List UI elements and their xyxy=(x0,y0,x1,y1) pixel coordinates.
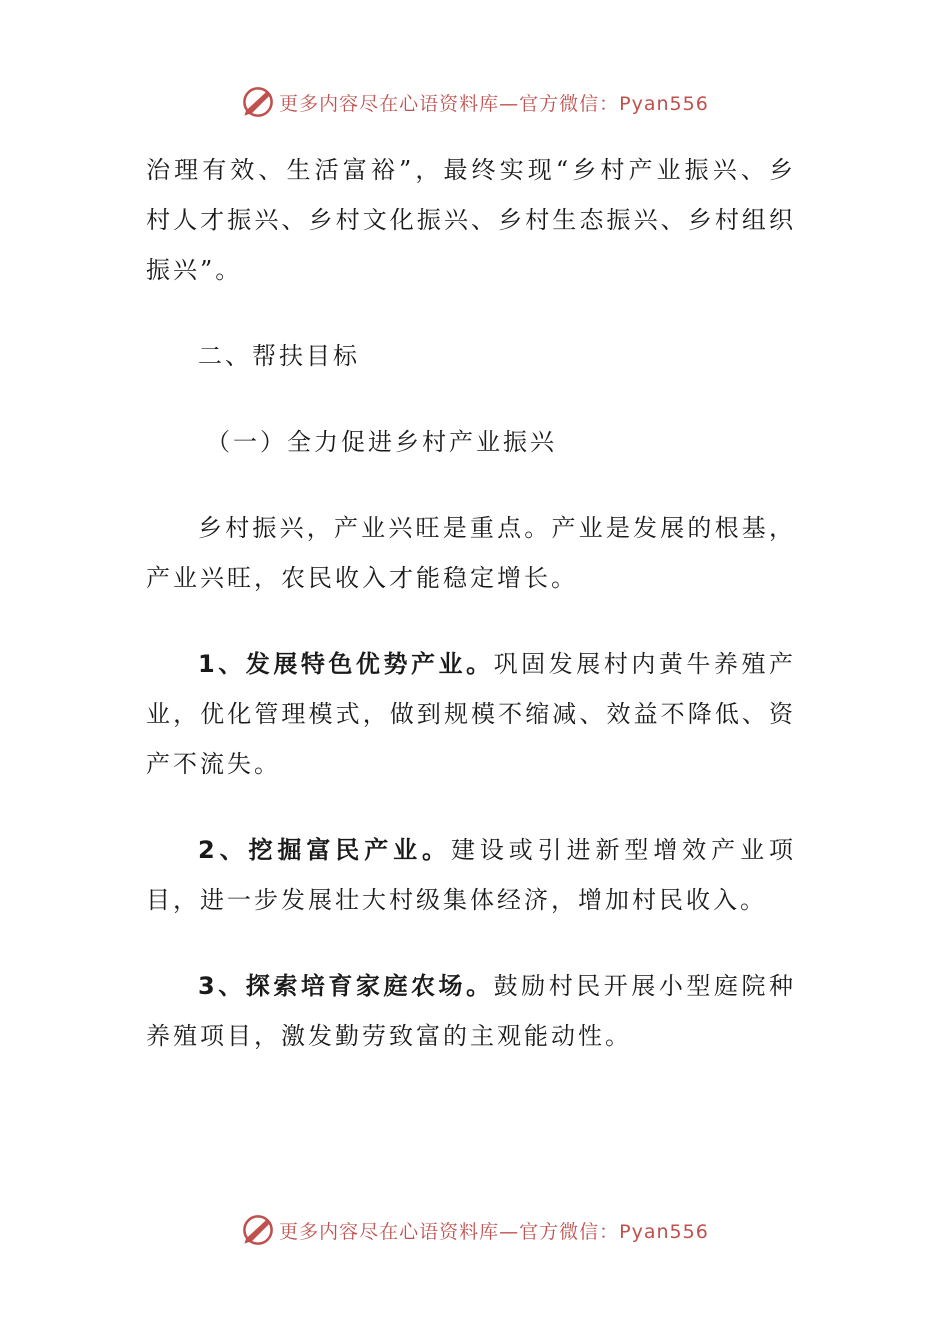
paragraph-continuation: 治理有效、生活富裕”，最终实现“乡村产业振兴、乡村人才振兴、乡村文化振兴、乡村生态振兴、乡村组织振兴”。 xyxy=(146,156,796,284)
document-body xyxy=(146,145,796,1061)
list-item-lead: 3、探索培育家庭农场。 xyxy=(198,972,494,1000)
list-item-lead: 1、发展特色优势产业。 xyxy=(198,650,494,678)
list-item-text: 建设或引进新型增效产业项目，进一步发展壮大村级集体经济，增加村民收入。 xyxy=(146,836,796,914)
pen-logo-icon xyxy=(241,85,275,119)
pen-logo-icon xyxy=(241,1213,275,1247)
header-watermark xyxy=(0,80,950,124)
intro-paragraph: 乡村振兴，产业兴旺是重点。产业是发展的根基，产业兴旺，农民收入才能稳定增长。 xyxy=(146,514,796,592)
watermark-text: 更多内容尽在心语资料库—官方微信：Pyan556 xyxy=(279,1220,709,1243)
list-item-text: 巩固发展村内黄牛养殖产业，优化管理模式，做到规模不缩减、效益不降低、资产不流失。 xyxy=(146,650,797,778)
section-heading: 二、帮扶目标 xyxy=(198,342,360,370)
footer-watermark xyxy=(0,1208,950,1252)
list-item xyxy=(146,961,796,1061)
subsection-heading: （一）全力促进乡村产业振兴 xyxy=(206,428,557,456)
watermark-text: 更多内容尽在心语资料库—官方微信：Pyan556 xyxy=(279,92,709,115)
list-item xyxy=(146,639,796,789)
list-item-text: 鼓励村民开展小型庭院种养殖项目，激发勤劳致富的主观能动性。 xyxy=(146,972,797,1050)
list-item xyxy=(146,825,796,925)
list-item-lead: 2、挖掘富民产业。 xyxy=(198,836,451,864)
